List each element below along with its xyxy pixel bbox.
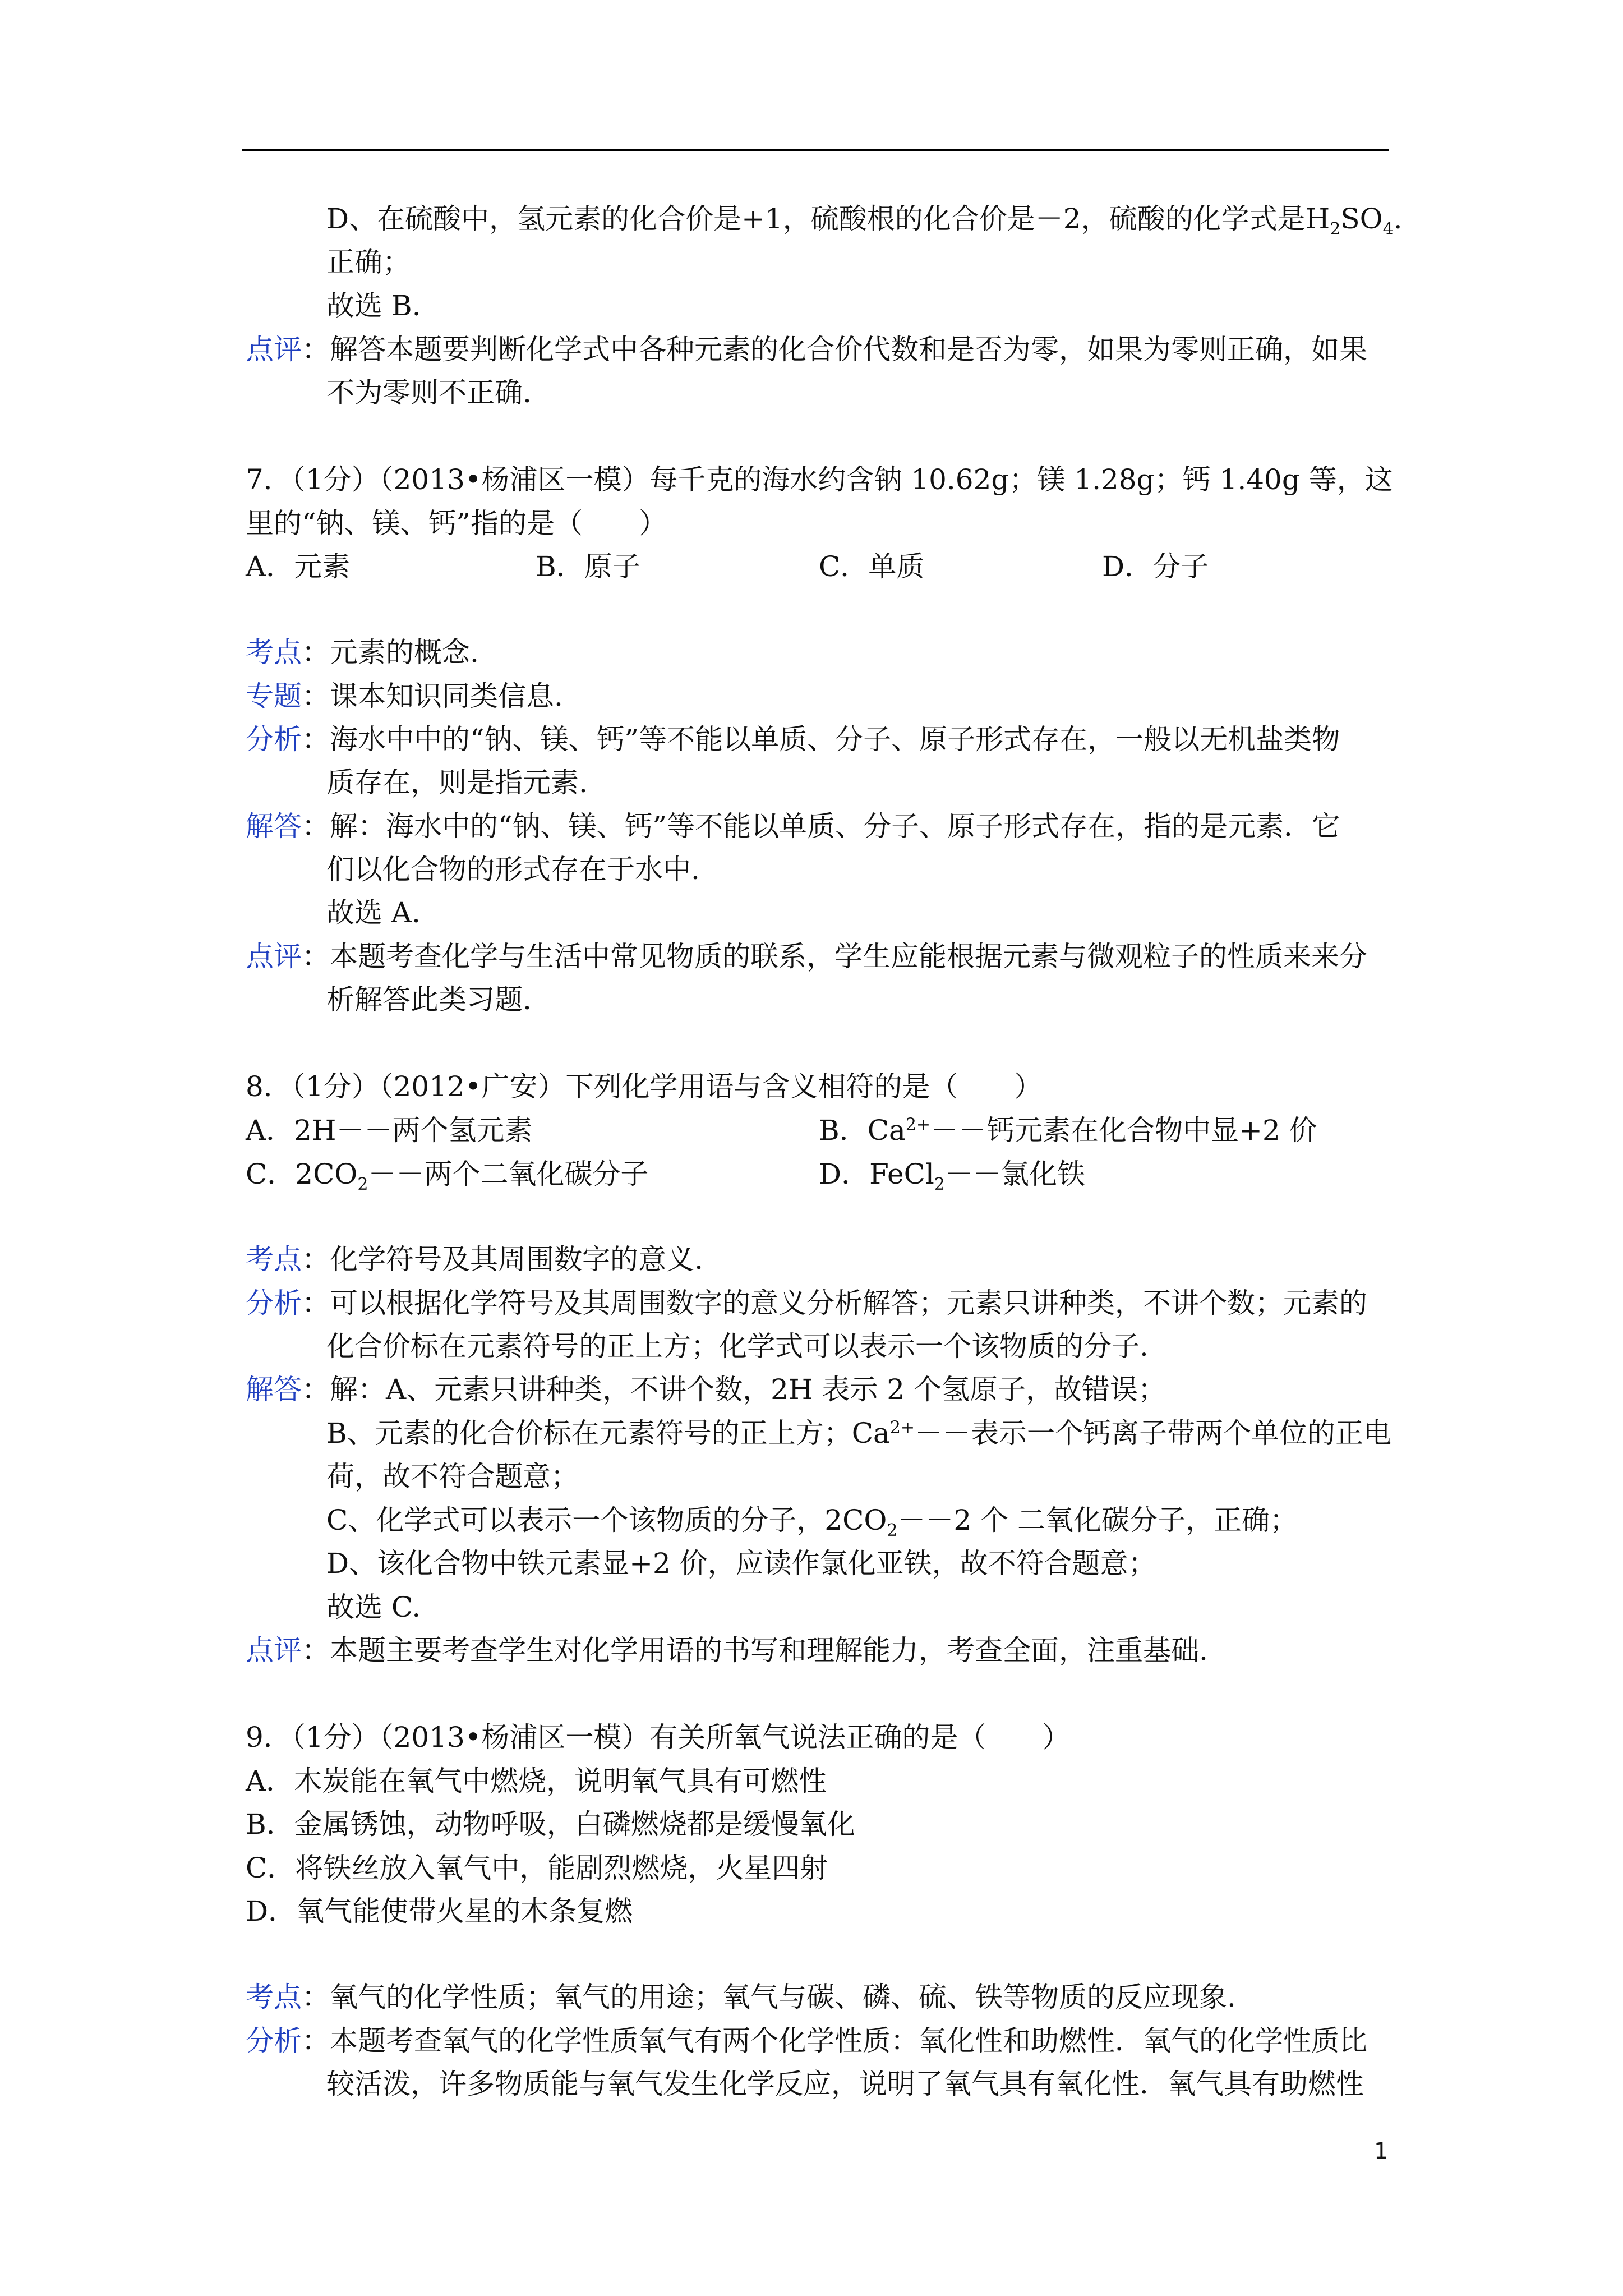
answer-line: 正确； bbox=[326, 246, 411, 278]
label-comment: 点评 bbox=[246, 1634, 302, 1667]
fenxi-line: 分析：可以根据化学符号及其周围数字的意义分析解答；元素只讲种类，不讲个数；元素的 bbox=[246, 1287, 1367, 1319]
jieda-line: 故选 A. bbox=[326, 896, 421, 929]
label-comment: 点评 bbox=[246, 940, 302, 973]
option-D: D．氧气能使带火星的木条复燃 bbox=[246, 1895, 633, 1927]
jieda-line: 荷，故不符合题意； bbox=[326, 1460, 579, 1493]
kaodian-line: 考点：氧气的化学性质；氧气的用途；氧气与碳、磷、硫、铁等物质的反应现象. bbox=[246, 1981, 1236, 2013]
label-kaodian: 考点 bbox=[246, 1243, 302, 1276]
option-C: C．$2CO_2--$两个二氧化碳分子 bbox=[246, 1158, 649, 1194]
fenxi-line: 分析：海水中中的“钠、镁、钙”等不能以单质、分子、原子形式存在，一般以无机盐类物 bbox=[246, 723, 1340, 756]
kaodian-line: 考点：化学符号及其周围数字的意义. bbox=[246, 1243, 703, 1276]
zhuanti-line: 专题：课本知识同类信息. bbox=[246, 680, 563, 712]
option-A: A．木炭能在氧气中燃烧，说明氧气具有可燃性 bbox=[246, 1765, 827, 1797]
comment-line: 点评：解答本题要判断化学式中各种元素的化合价代数和是否为零，如果为零则正确，如果 bbox=[246, 333, 1367, 366]
label-comment: 点评 bbox=[246, 333, 302, 366]
jieda-line: C、化学式可以表示一个该物质的分子，$2CO_2--2$ 个 二氧化碳分子，正确； bbox=[326, 1504, 1298, 1540]
option-D: D．分子 bbox=[1102, 550, 1209, 583]
label-zhuanti: 专题 bbox=[246, 680, 302, 712]
question-7: 里的“钠、镁、钙”指的是（ ） bbox=[246, 507, 667, 540]
answer-line: 故选 B. bbox=[326, 289, 421, 322]
question-8: 8．（1分）（2012•广安）下列化学用语与含义相符的是（ ） bbox=[246, 1070, 1043, 1103]
comment-line: 点评：本题主要考查学生对化学用语的书写和理解能力，考查全面，注重基础. bbox=[246, 1634, 1208, 1667]
comment-line: 析解答此类习题. bbox=[326, 983, 532, 1016]
fenxi-line: 质存在，则是指元素. bbox=[326, 766, 588, 799]
option-A: A．2H－－两个氢元素 bbox=[246, 1114, 533, 1147]
answer-line: D、在硫酸中，氢元素的化合价是+1，硫酸根的化合价是－2，硫酸的化学式是$H_2SO_4$. bbox=[326, 203, 1403, 239]
option-B: B．原子 bbox=[536, 550, 640, 583]
kaodian-line: 考点：元素的概念. bbox=[246, 636, 479, 669]
label-jieda: 解答 bbox=[246, 1373, 302, 1406]
option-D: D．FeCl$_2$－－氯化铁 bbox=[819, 1158, 1085, 1194]
option-C: C．将铁丝放入氧气中，能剧烈燃烧，火星四射 bbox=[246, 1852, 828, 1884]
jieda-line: 解答：解：A、元素只讲种类，不讲个数，2H 表示 2 个氢原子，故错误； bbox=[246, 1373, 1166, 1406]
label-jieda: 解答 bbox=[246, 810, 302, 843]
label-fenxi: 分析 bbox=[246, 723, 302, 756]
jieda-line: B、元素的化合价标在元素符号的正上方；$Ca^{2+}--$表示一个钙离子带两个单位的正电 bbox=[326, 1417, 1392, 1450]
comment-line: 不为零则不正确. bbox=[326, 376, 532, 409]
page-number: 1 bbox=[1374, 2138, 1389, 2164]
option-A: A．元素 bbox=[246, 550, 351, 583]
comment-line: 点评：本题考查化学与生活中常见物质的联系，学生应能根据元素与微观粒子的性质来来分 bbox=[246, 940, 1367, 973]
jieda-line: 解答：解：海水中的“钠、镁、钙”等不能以单质、分子、原子形式存在，指的是元素．它 bbox=[246, 810, 1340, 843]
label-fenxi: 分析 bbox=[246, 2024, 302, 2057]
option-C: C．单质 bbox=[819, 550, 925, 583]
jieda-line: 们以化合物的形式存在于水中. bbox=[326, 853, 700, 886]
fenxi-line: 较活泼，许多物质能与氧气发生化学反应，说明了氧气具有氧化性．氧气具有助燃性 bbox=[326, 2068, 1364, 2100]
header-rule bbox=[242, 149, 1389, 151]
fenxi-line: 分析：本题考查氧气的化学性质氧气有两个化学性质：氧化性和助燃性．氧气的化学性质比 bbox=[246, 2024, 1367, 2057]
question-9: 9．（1分）（2013•杨浦区一模）有关所氧气说法正确的是（ ） bbox=[246, 1721, 1071, 1754]
label-fenxi: 分析 bbox=[246, 1287, 302, 1319]
question-7: 7．（1分）（2013•杨浦区一模）每千克的海水约含钠 10.62g；镁 1.28g；钙 1.40g 等，这 bbox=[246, 463, 1393, 496]
label-kaodian: 考点 bbox=[246, 1981, 302, 2013]
fenxi-line: 化合价标在元素符号的正上方；化学式可以表示一个该物质的分子. bbox=[326, 1330, 1149, 1363]
jieda-line: D、该化合物中铁元素显+2 价，应读作氯化亚铁，故不符合题意； bbox=[326, 1547, 1156, 1580]
option-B: B．$Ca^{2+}--$钙元素在化合物中显+2 价 bbox=[819, 1114, 1317, 1147]
jieda-line: 故选 C. bbox=[326, 1591, 421, 1623]
option-B: B．金属锈蚀，动物呼吸，白磷燃烧都是缓慢氧化 bbox=[246, 1808, 855, 1841]
label-kaodian: 考点 bbox=[246, 636, 302, 669]
